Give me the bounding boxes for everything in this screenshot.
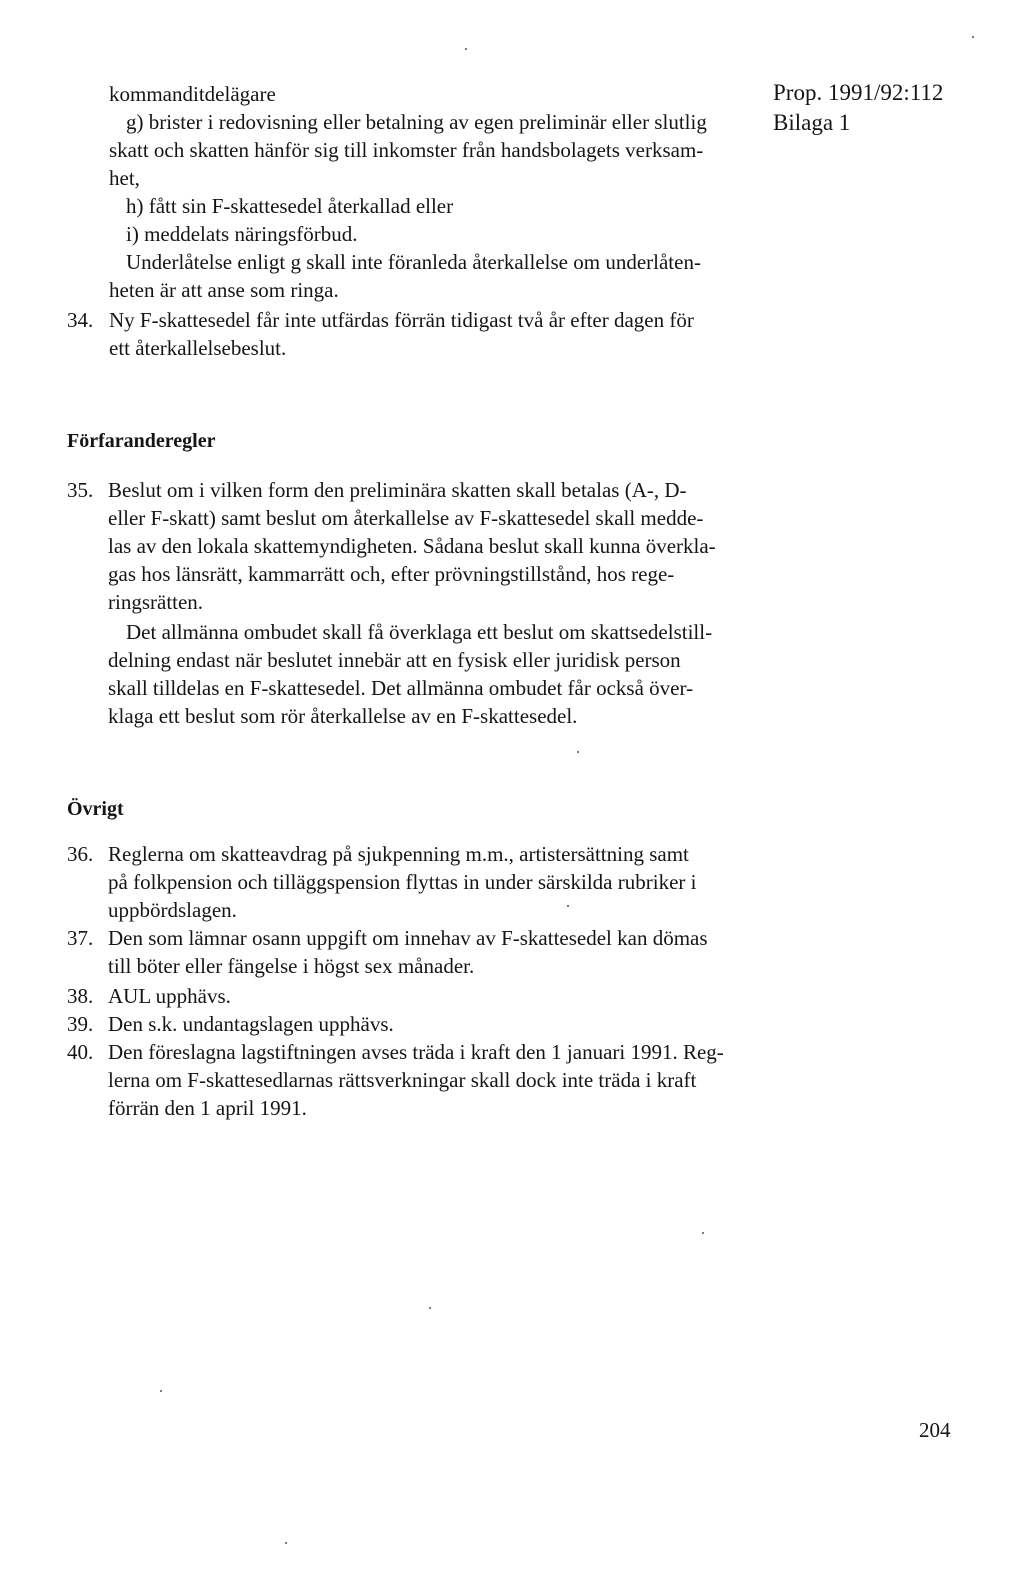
item-number: 40. (67, 1040, 94, 1064)
body-line: skatt och skatten hänför sig till inkomster från handsbolagets verksam- (109, 138, 704, 162)
item-number: 37. (67, 926, 94, 950)
body-line: Underlåtelse enligt g skall inte föranleda återkallelse om underlåten- (126, 250, 701, 274)
page-number: 204 (919, 1418, 951, 1442)
body-line: Beslut om i vilken form den preliminära skatten skall betalas (A-, D- (108, 478, 687, 502)
body-line: Det allmänna ombudet skall få överklaga ett beslut om skattsedelstill- (126, 620, 713, 644)
body-line: h) fått sin F-skattesedel återkallad eller (126, 194, 454, 218)
body-line: Den föreslagna lagstiftningen avses träda i kraft den 1 januari 1991. Reg- (108, 1040, 724, 1064)
body-line: ett återkallelsebeslut. (109, 336, 287, 360)
body-line: g) brister i redovisning eller betalning av egen preliminär eller slutlig (126, 110, 707, 134)
scan-speck (285, 1542, 287, 1544)
scan-speck (160, 1390, 162, 1392)
item-number: 39. (67, 1012, 94, 1036)
body-line: Ny F-skattesedel får inte utfärdas förrän tidigast två år efter dagen för (109, 308, 694, 332)
section-heading: Övrigt (67, 798, 124, 820)
body-line: gas hos länsrätt, kammarrätt och, efter prövningstillstånd, hos rege- (108, 562, 675, 586)
item-number: 35. (67, 478, 94, 502)
scan-speck (577, 751, 579, 753)
scan-speck (972, 36, 974, 38)
scan-speck (465, 48, 467, 50)
body-line: Reglerna om skatteavdrag på sjukpenning m.m., artistersättning samt (108, 842, 689, 866)
body-line: Den s.k. undantagslagen upphävs. (108, 1012, 394, 1036)
body-line: Den som lämnar osann uppgift om innehav av F-skattesedel kan dömas (108, 926, 708, 950)
body-line: het, (109, 166, 140, 190)
scan-speck (567, 905, 569, 907)
body-line: las av den lokala skattemyndigheten. Sådana beslut skall kunna överkla- (108, 534, 716, 558)
body-line: ringsrätten. (108, 590, 204, 614)
item-number: 34. (67, 308, 94, 332)
scan-speck (702, 1232, 704, 1234)
item-number: 38. (67, 984, 94, 1008)
body-line: kommanditdelägare (109, 82, 276, 106)
body-line: AUL upphävs. (108, 984, 231, 1008)
body-line: lerna om F-skattesedlarnas rättsverkningar skall dock inte träda i kraft (108, 1068, 697, 1092)
body-line: eller F-skatt) samt beslut om återkallelse av F-skattesedel skall medde- (108, 506, 704, 530)
body-line: skall tilldelas en F-skattesedel. Det allmänna ombudet får också över- (108, 676, 694, 700)
item-number: 36. (67, 842, 94, 866)
appendix-label: Bilaga 1 (773, 110, 851, 135)
body-line: uppbördslagen. (108, 898, 237, 922)
body-line: heten är att anse som ringa. (109, 278, 339, 302)
body-line: till böter eller fängelse i högst sex månader. (108, 954, 475, 978)
document-reference: Prop. 1991/92:112 (773, 80, 944, 105)
body-line: klaga ett beslut som rör återkallelse av en F-skattesedel. (108, 704, 578, 728)
body-line: på folkpension och tilläggspension flyttas in under särskilda rubriker i (108, 870, 697, 894)
scan-speck (429, 1307, 431, 1309)
body-line: i) meddelats näringsförbud. (126, 222, 358, 246)
body-line: förrän den 1 april 1991. (108, 1096, 307, 1120)
section-heading: Förfaranderegler (67, 430, 216, 452)
body-line: delning endast när beslutet innebär att en fysisk eller juridisk person (108, 648, 681, 672)
